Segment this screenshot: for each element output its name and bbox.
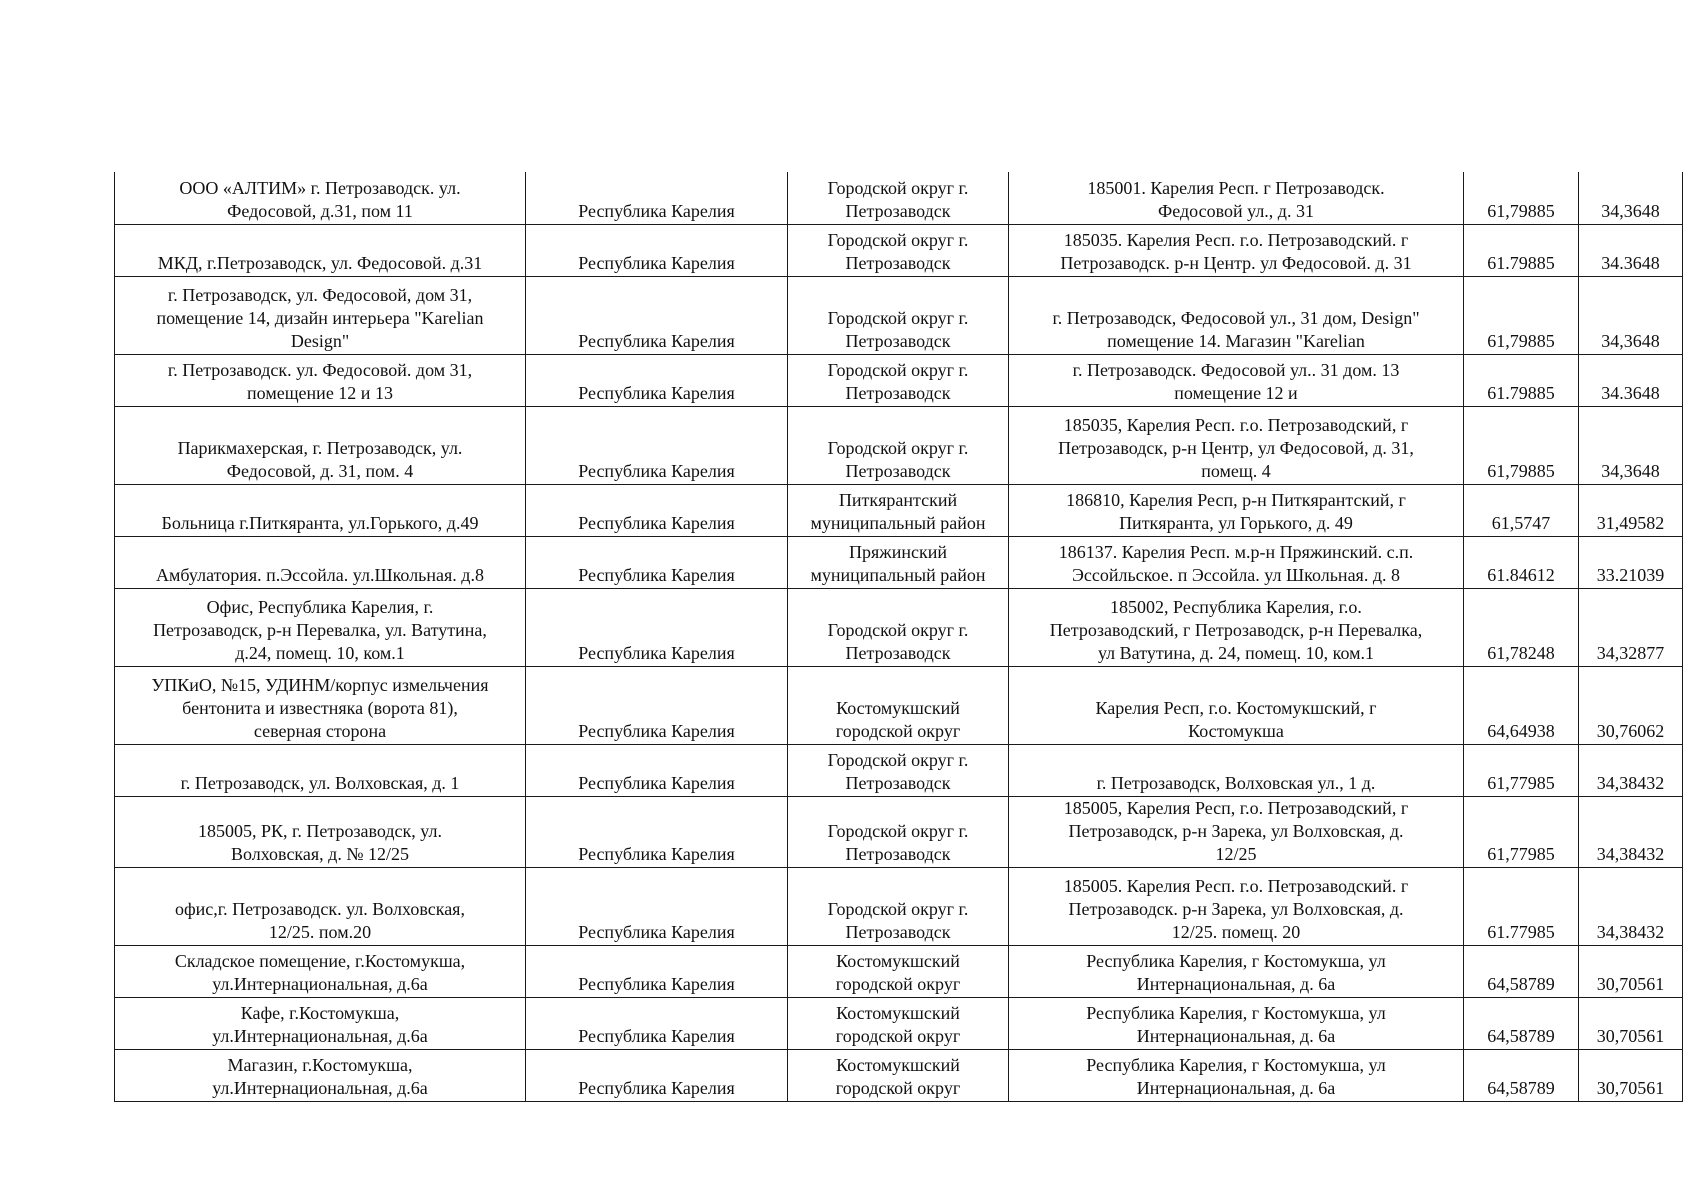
- cell-region: Республика Карелия: [526, 796, 788, 867]
- cell-address: 185035. Карелия Респ. г.о. Петрозаводский. г Петрозаводск. р-н Центр. ул Федосовой. д. 31: [1009, 224, 1464, 276]
- cell-object-name: МКД, г.Петрозаводск, ул. Федосовой. д.31: [115, 224, 526, 276]
- cell-longitude: 30,70561: [1579, 1049, 1683, 1101]
- table-row: [115, 536, 1683, 588]
- cell-municipality: Пряжинский муниципальный район: [788, 536, 1009, 588]
- cell-latitude: 61,78248: [1464, 588, 1579, 666]
- cell-longitude: 30,76062: [1579, 666, 1683, 744]
- cell-longitude: 34,38432: [1579, 867, 1683, 945]
- cell-address: 185005, Карелия Респ, г.о. Петрозаводский, г Петрозаводск, р-н Зарека, ул Волховская, д. 12/25: [1009, 796, 1464, 867]
- cell-region: Республика Карелия: [526, 406, 788, 484]
- cell-object-name: 185005, РК, г. Петрозаводск, ул. Волховская, д. № 12/25: [115, 796, 526, 867]
- table-row: [115, 1049, 1683, 1101]
- table-row: [115, 224, 1683, 276]
- cell-object-name: ООО «АЛТИМ» г. Петрозаводск. ул. Федосовой, д.31, пом 11: [115, 172, 526, 224]
- table-body: [115, 172, 1683, 1101]
- cell-latitude: 61,79885: [1464, 172, 1579, 224]
- addresses-table: [114, 172, 1683, 1102]
- cell-municipality: Городской округ г. Петрозаводск: [788, 354, 1009, 406]
- cell-municipality: Костомукшский городской округ: [788, 1049, 1009, 1101]
- cell-municipality: Костомукшский городской округ: [788, 997, 1009, 1049]
- cell-address: 185035, Карелия Респ. г.о. Петрозаводский, г Петрозаводск, р-н Центр, ул Федосовой, д. 31, помещ. 4: [1009, 406, 1464, 484]
- cell-latitude: 61,77985: [1464, 796, 1579, 867]
- table-row: [115, 588, 1683, 666]
- cell-latitude: 64,58789: [1464, 997, 1579, 1049]
- cell-latitude: 61,5747: [1464, 484, 1579, 536]
- cell-municipality: Городской округ г. Петрозаводск: [788, 744, 1009, 796]
- cell-longitude: 34,3648: [1579, 276, 1683, 354]
- cell-longitude: 31,49582: [1579, 484, 1683, 536]
- table-row: [115, 997, 1683, 1049]
- cell-latitude: 61,77985: [1464, 744, 1579, 796]
- table-row: [115, 354, 1683, 406]
- cell-object-name: Парикмахерская, г. Петрозаводск, ул. Федосовой, д. 31, пом. 4: [115, 406, 526, 484]
- cell-address: Республика Карелия, г Костомукша, ул Интернациональная, д. 6а: [1009, 945, 1464, 997]
- cell-region: Республика Карелия: [526, 744, 788, 796]
- cell-longitude: 30,70561: [1579, 945, 1683, 997]
- cell-address: 185002, Республика Карелия, г.о. Петрозаводский, г Петрозаводск, р-н Перевалка, ул Ватутина, д. 24, помещ. 10, ком.1: [1009, 588, 1464, 666]
- cell-longitude: 34,38432: [1579, 744, 1683, 796]
- cell-object-name: Кафе, г.Костомукша, ул.Интернациональная, д.6а: [115, 997, 526, 1049]
- cell-address: Республика Карелия, г Костомукша, ул Интернациональная, д. 6а: [1009, 997, 1464, 1049]
- cell-municipality: Питкярантский муниципальный район: [788, 484, 1009, 536]
- table-row: [115, 867, 1683, 945]
- cell-latitude: 64,64938: [1464, 666, 1579, 744]
- cell-municipality: Городской округ г. Петрозаводск: [788, 588, 1009, 666]
- cell-object-name: Амбулатория. п.Эссойла. ул.Школьная. д.8: [115, 536, 526, 588]
- cell-address: г. Петрозаводск, Федосовой ул., 31 дом, Design" помещение 14. Магазин "Karelian: [1009, 276, 1464, 354]
- cell-latitude: 64,58789: [1464, 1049, 1579, 1101]
- cell-longitude: 34.3648: [1579, 354, 1683, 406]
- cell-address: г. Петрозаводск, Волховская ул., 1 д.: [1009, 744, 1464, 796]
- cell-region: Республика Карелия: [526, 484, 788, 536]
- cell-latitude: 61.77985: [1464, 867, 1579, 945]
- cell-longitude: 34,38432: [1579, 796, 1683, 867]
- cell-object-name: г. Петрозаводск, ул. Волховская, д. 1: [115, 744, 526, 796]
- cell-latitude: 61.79885: [1464, 354, 1579, 406]
- cell-object-name: Магазин, г.Костомукша, ул.Интернациональная, д.6а: [115, 1049, 526, 1101]
- cell-municipality: Городской округ г. Петрозаводск: [788, 172, 1009, 224]
- table-row: [115, 406, 1683, 484]
- cell-latitude: 61.79885: [1464, 224, 1579, 276]
- cell-region: Республика Карелия: [526, 666, 788, 744]
- cell-longitude: 34,3648: [1579, 172, 1683, 224]
- cell-municipality: Городской округ г. Петрозаводск: [788, 796, 1009, 867]
- cell-municipality: Городской округ г. Петрозаводск: [788, 276, 1009, 354]
- cell-region: Республика Карелия: [526, 172, 788, 224]
- cell-latitude: 64,58789: [1464, 945, 1579, 997]
- cell-municipality: Костомукшский городской округ: [788, 666, 1009, 744]
- table-row: [115, 172, 1683, 224]
- cell-address: 186810, Карелия Респ, р-н Питкярантский, г Питкяранта, ул Горького, д. 49: [1009, 484, 1464, 536]
- cell-address: Республика Карелия, г Костомукша, ул Интернациональная, д. 6а: [1009, 1049, 1464, 1101]
- cell-municipality: Городской округ г. Петрозаводск: [788, 406, 1009, 484]
- cell-object-name: г. Петрозаводск, ул. Федосовой, дом 31, помещение 14, дизайн интерьера "Karelian Design": [115, 276, 526, 354]
- cell-longitude: 30,70561: [1579, 997, 1683, 1049]
- cell-municipality: Костомукшский городской округ: [788, 945, 1009, 997]
- cell-region: Республика Карелия: [526, 536, 788, 588]
- cell-region: Республика Карелия: [526, 354, 788, 406]
- cell-longitude: 33.21039: [1579, 536, 1683, 588]
- cell-object-name: УПКиО, №15, УДИНМ/корпус измельчения бентонита и известняка (ворота 81), северная сторона: [115, 666, 526, 744]
- cell-longitude: 34,3648: [1579, 406, 1683, 484]
- cell-object-name: Складское помещение, г.Костомукша, ул.Интернациональная, д.6а: [115, 945, 526, 997]
- cell-region: Республика Карелия: [526, 588, 788, 666]
- cell-region: Республика Карелия: [526, 945, 788, 997]
- cell-object-name: офис,г. Петрозаводск. ул. Волховская, 12/25. пом.20: [115, 867, 526, 945]
- table-row: [115, 945, 1683, 997]
- cell-longitude: 34.3648: [1579, 224, 1683, 276]
- table-row: [115, 666, 1683, 744]
- cell-region: Республика Карелия: [526, 276, 788, 354]
- table-row: [115, 744, 1683, 796]
- cell-region: Республика Карелия: [526, 224, 788, 276]
- cell-object-name: г. Петрозаводск. ул. Федосовой. дом 31, помещение 12 и 13: [115, 354, 526, 406]
- cell-municipality: Городской округ г. Петрозаводск: [788, 224, 1009, 276]
- cell-address: 185005. Карелия Респ. г.о. Петрозаводский. г Петрозаводск. р-н Зарека, ул Волховская, д. 12/25. помещ. 20: [1009, 867, 1464, 945]
- cell-region: Республика Карелия: [526, 997, 788, 1049]
- cell-address: г. Петрозаводск. Федосовой ул.. 31 дом. 13 помещение 12 и: [1009, 354, 1464, 406]
- table-row: [115, 276, 1683, 354]
- cell-object-name: Больница г.Питкяранта, ул.Горького, д.49: [115, 484, 526, 536]
- cell-latitude: 61.84612: [1464, 536, 1579, 588]
- cell-address: 185001. Карелия Респ. г Петрозаводск. Федосовой ул., д. 31: [1009, 172, 1464, 224]
- cell-latitude: 61,79885: [1464, 276, 1579, 354]
- cell-municipality: Городской округ г. Петрозаводск: [788, 867, 1009, 945]
- cell-region: Республика Карелия: [526, 1049, 788, 1101]
- cell-address: Карелия Респ, г.о. Костомукшский, г Костомукша: [1009, 666, 1464, 744]
- cell-address: 186137. Карелия Респ. м.р-н Пряжинский. с.п. Эссойльское. п Эссойла. ул Школьная. д. 8: [1009, 536, 1464, 588]
- table-row: [115, 796, 1683, 867]
- cell-longitude: 34,32877: [1579, 588, 1683, 666]
- cell-region: Республика Карелия: [526, 867, 788, 945]
- table-row: [115, 484, 1683, 536]
- cell-latitude: 61,79885: [1464, 406, 1579, 484]
- cell-object-name: Офис, Республика Карелия, г. Петрозаводск, р-н Перевалка, ул. Ватутина, д.24, помещ. 10, ком.1: [115, 588, 526, 666]
